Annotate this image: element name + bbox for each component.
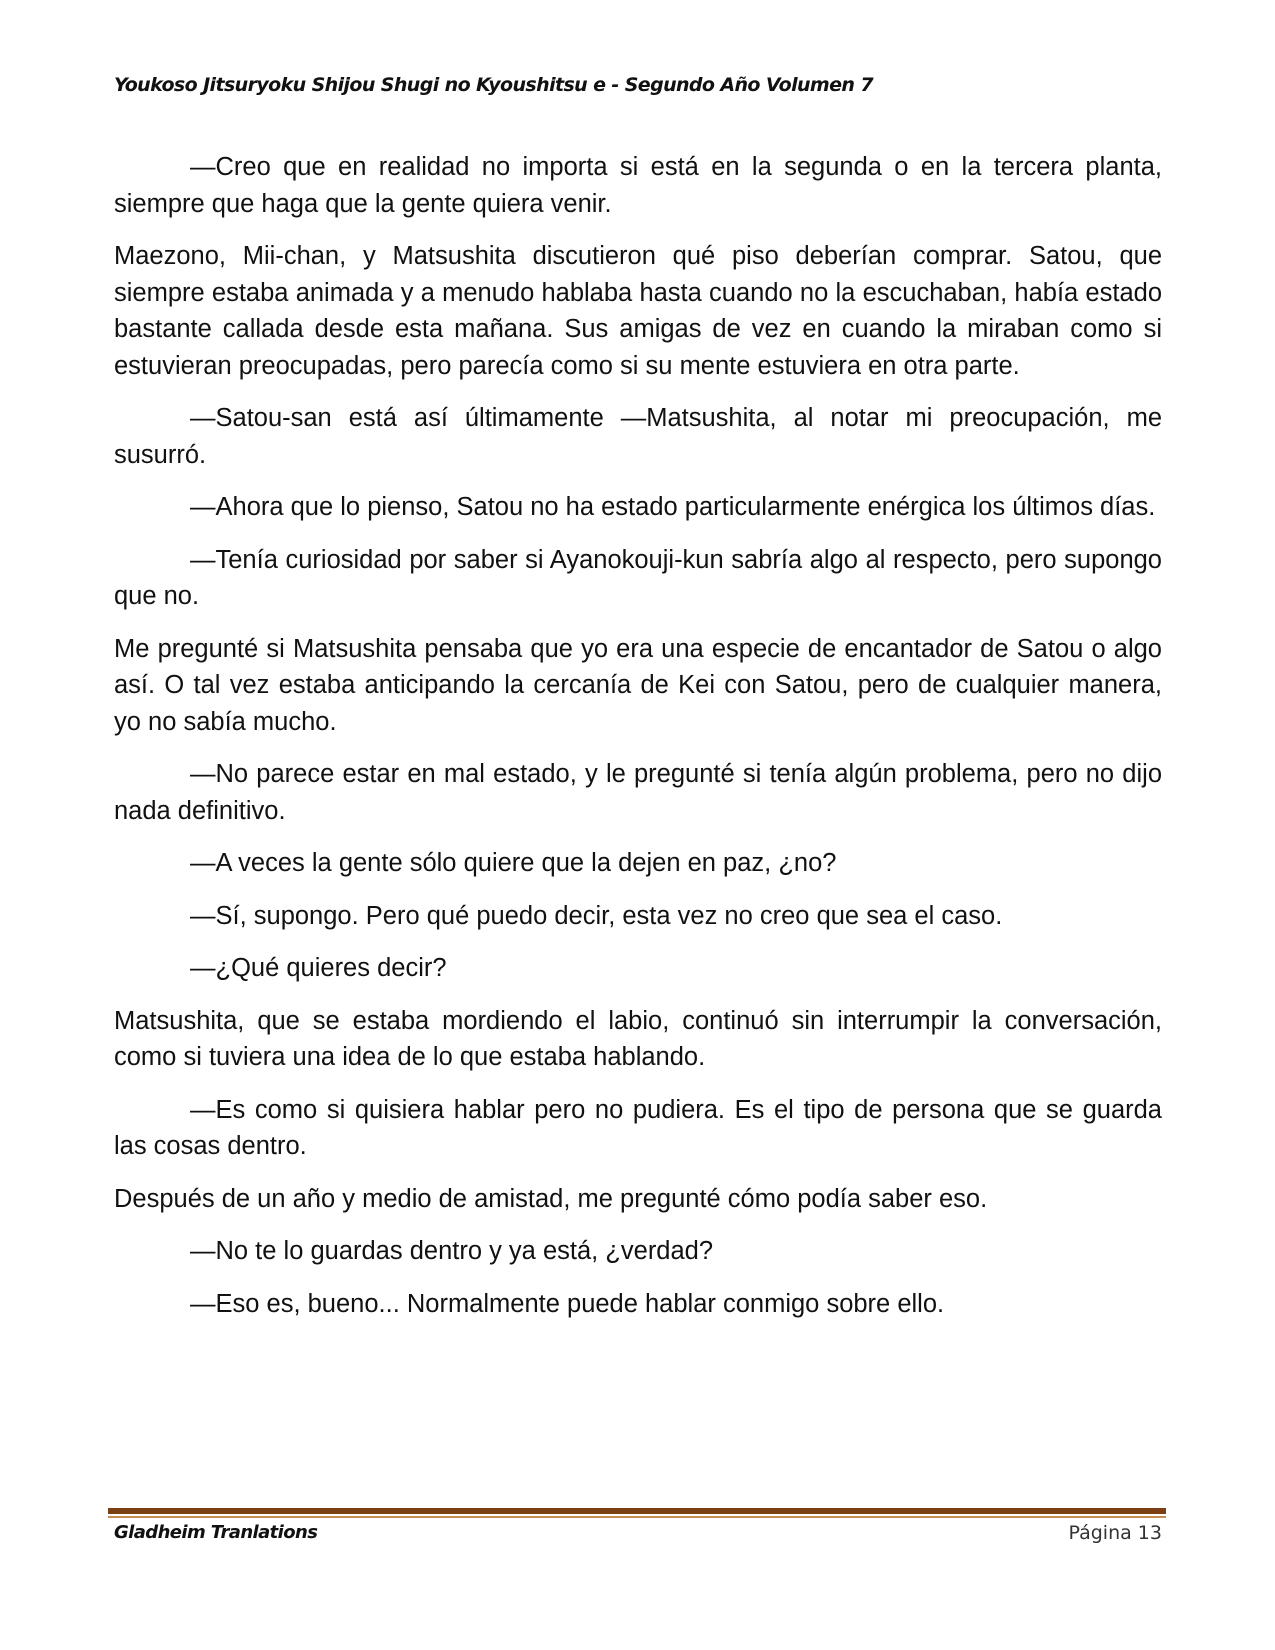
- footer-credit: Gladheim Tranlations: [114, 1522, 318, 1543]
- paragraph: —Ahora que lo pienso, Satou no ha estado particularmente enérgica los últimos días.: [190, 493, 1156, 521]
- paragraph: Maezono, Mii-chan, y Matsushita discutieron qué piso deberían comprar. Satou, que siempre estaba animada y a menudo hablaba hasta cuando no la escuchaban, había estado bastante callada desde esta mañana. Sus amigas de vez en cuando la miraban como si estuvieran preocupadas, pero parecía como si su mente estuviera en otra parte.: [114, 242, 1162, 380]
- paragraph: —Eso es, bueno... Normalmente puede hablar conmigo sobre ello.: [190, 1289, 945, 1318]
- footer-divider-thin: [108, 1516, 1166, 1518]
- paragraph: —¿Qué quieres decir?: [190, 954, 447, 982]
- paragraph: —No parece estar en mal estado, y le pregunté si tenía algún problema, pero no dijo nada definitivo.: [114, 760, 1162, 825]
- paragraph: Matsushita, que se estaba mordiendo el labio, continuó sin interrumpir la conversación, como si tuviera una idea de lo que estaba hablando.: [114, 1006, 1162, 1071]
- page-body: [114, 149, 1162, 1338]
- paragraph: —Satou-san está así últimamente —Matsushita, al notar mi preocupación, me susurró.: [114, 404, 1162, 469]
- running-header-title: Youkoso Jitsuryoku Shijou Shugi no Kyoushitsu e - Segundo Año Volumen 7: [114, 74, 873, 96]
- paragraph: —A veces la gente sólo quiere que la dejen en paz, ¿no?: [190, 849, 837, 877]
- paragraph: —Sí, supongo. Pero qué puedo decir, esta vez no creo que sea el caso.: [190, 901, 1003, 930]
- footer-divider: [108, 1508, 1166, 1518]
- paragraph: Después de un año y medio de amistad, me pregunté cómo podía saber eso.: [114, 1184, 988, 1213]
- footer-divider-thick: [108, 1508, 1166, 1514]
- paragraph: —Es como si quisiera hablar pero no pudiera. Es el tipo de persona que se guarda las cosas dentro.: [114, 1095, 1162, 1160]
- paragraph: Me pregunté si Matsushita pensaba que yo era una especie de encantador de Satou o algo así. O tal vez estaba anticipando la cercanía de Kei con Satou, pero de cualquier manera, yo no sabía mucho.: [114, 634, 1162, 736]
- page-number: Página 13: [1068, 1522, 1162, 1544]
- paragraph: —Tenía curiosidad por saber si Ayanokouji-kun sabría algo al respecto, pero supongo que no.: [114, 545, 1162, 610]
- paragraph: —No te lo guardas dentro y ya está, ¿verdad?: [190, 1237, 714, 1265]
- paragraph: —Creo que en realidad no importa si está en la segunda o en la tercera planta, siempre que haga que la gente quiera venir.: [114, 153, 1162, 218]
